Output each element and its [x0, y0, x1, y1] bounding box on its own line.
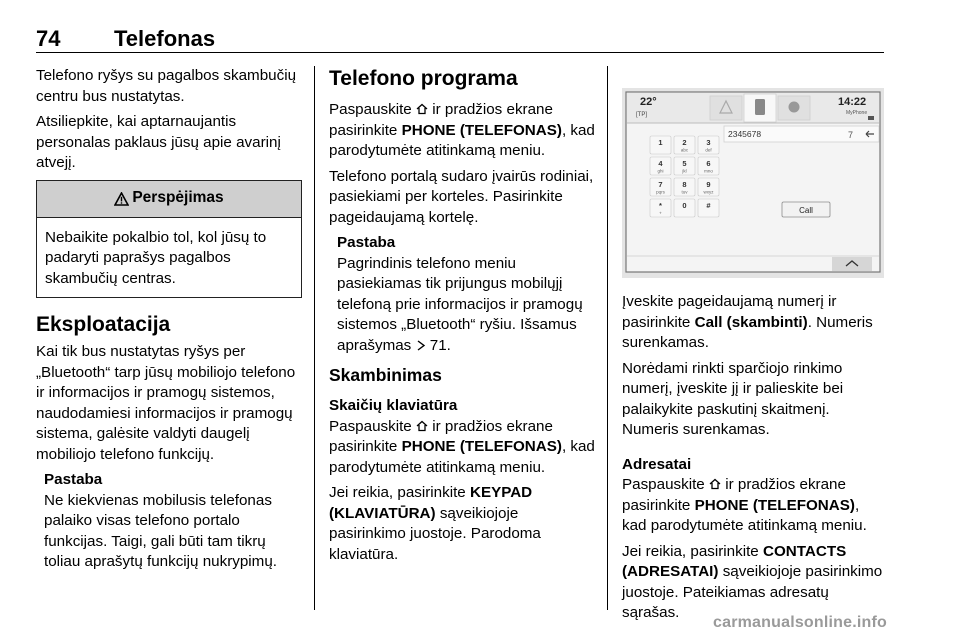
paragraph — [329, 483, 597, 565]
page-reference: 71. — [429, 336, 451, 354]
home-icon — [416, 420, 428, 432]
clock-label: 14:22 — [838, 96, 867, 108]
voicemail-icon[interactable]: 7 — [848, 130, 854, 140]
keypad-key-digit: 2 — [682, 138, 687, 147]
page-header — [36, 26, 884, 53]
text: ir pradžios ekrane pasirinkite — [329, 101, 553, 139]
column-divider — [314, 66, 315, 610]
text: , kad parodytumėte atitinkamą meniu. — [329, 438, 595, 476]
note-title: Pastaba — [44, 471, 103, 488]
keypad-key-digit: 3 — [706, 138, 711, 147]
keypad-key-letters: tuv — [681, 189, 688, 195]
keypad-key-digit: 1 — [658, 138, 663, 147]
note-body: Ne kiekvienas mobilusis telefonas palaiko visas telefono portalo funkcijas. Taigi, gali būti tam tikrų toliau aprašytų funkcijų nukrypimų. — [44, 491, 277, 570]
paragraph: Telefono ryšys su pagalbos skambučių centru bus nustatytas. — [36, 67, 297, 105]
menu-term: PHONE (TELEFONAS) — [401, 121, 562, 139]
keypad-key-letters: ghi — [657, 168, 664, 174]
text: ir pradžios ekrane pasirinkite — [329, 417, 553, 455]
column-1 — [36, 66, 302, 581]
subsection-title: Skambinimas — [329, 365, 442, 385]
keypad-key-digit: 5 — [682, 159, 687, 168]
call-button-label: Call — [799, 206, 813, 215]
paragraph — [622, 542, 884, 624]
keypad-key-digit: 9 — [706, 180, 711, 189]
text: Įveskite pageidaujamą numerį ir pasirinkite — [622, 293, 837, 331]
column-2 — [329, 66, 597, 570]
note-box — [36, 470, 302, 573]
home-icon — [416, 103, 428, 115]
subheading: Adresatai — [622, 455, 692, 473]
menu-term: CONTACTS (ADRESATAI) — [622, 542, 847, 580]
column-divider — [607, 66, 608, 610]
warning-box — [36, 180, 302, 299]
media-tab-icon — [789, 102, 800, 113]
text: Pagrindinis telefono meniu pasiekiamas tik prijungus mobilųjį telefoną prie informacijos ir pramogų sistemos „Bluetooth“ ryšiu. Išsamus aprašymas — [337, 254, 583, 354]
keypad-key-letters: wxyz — [703, 189, 714, 195]
text: Jei reikia, pasirinkite — [329, 484, 466, 501]
text: Paspauskite — [329, 417, 412, 435]
text: Paspauskite — [622, 476, 705, 493]
text: , kad parodytumėte atitinkamą meniu. — [329, 121, 595, 159]
paragraph: Atsiliepkite, kai aptarnaujantis personalas paklaus jūsų apie avarinį atvejį. — [36, 113, 281, 171]
note-title: Pastaba — [337, 234, 396, 251]
text: Paspauskite — [329, 101, 412, 118]
subheading: Skaičių klaviatūra — [329, 397, 458, 414]
warning-body: Nebaikite pokalbio tol, kol jūsų to padaryti paprašys pagalbos skambučių centras. — [45, 228, 267, 287]
section-title: Telefono programa — [329, 67, 518, 90]
keypad-key-digit: 7 — [658, 180, 663, 189]
text: sąveikiojoje pasirinkimo juostoje. Pateikiamas adresatų sąrašas. — [622, 563, 883, 621]
note-box — [329, 233, 597, 356]
warning-header — [37, 181, 301, 218]
keypad-key-letters: abc — [680, 147, 689, 153]
paragraph: Norėdami rinkti sparčiojo rinkimo numerį, įveskite jį ir palieskite bei palaikykite paskutinį skaitmenį. Numeris surenkamas. — [622, 359, 844, 438]
dial-number-display[interactable]: 2345678 — [728, 129, 762, 139]
temperature-label: 22° — [640, 96, 657, 108]
home-icon — [709, 478, 721, 490]
page-title: Telefonas — [114, 26, 216, 51]
column-3 — [622, 292, 884, 629]
text: Jei reikia, pasirinkite — [622, 542, 759, 560]
keypad-key-digit: 6 — [706, 159, 711, 168]
keypad-key-digit: 4 — [658, 159, 663, 168]
keypad-key-digit: * — [659, 201, 662, 210]
paragraph — [329, 417, 597, 479]
paragraph — [622, 475, 884, 537]
keypad-key-letters: mno — [704, 168, 713, 174]
tp-label: [TP] — [636, 112, 648, 118]
reference-arrow-icon — [416, 340, 426, 351]
phone-keypad-screen — [622, 88, 884, 278]
collapse-handle[interactable] — [832, 257, 872, 271]
keypad-key-letters: def — [705, 147, 712, 153]
watermark: carmanualsonline.info — [713, 614, 888, 631]
keypad-key-letters: pqrs — [656, 189, 665, 195]
keypad-key-letters: jkl — [682, 168, 687, 174]
text: , kad parodytumėte atitinkamą meniu. — [622, 496, 867, 534]
text: . Numeris surenkamas. — [622, 313, 873, 351]
text: ir pradžios ekrane pasirinkite — [622, 476, 846, 514]
keypad-key-letters: + — [659, 210, 662, 216]
paragraph: Telefono portalą sudaro įvairūs rodiniai, pasiekiami per korteles. Pasirinkite pageidaujamą kortelę. — [329, 167, 594, 226]
keypad-key-digit: # — [706, 201, 711, 210]
page-number: 74 — [36, 26, 61, 51]
warning-icon — [114, 192, 129, 206]
section-title: Eksploatacija — [36, 313, 171, 336]
paragraph: Kai tik bus nustatytas ryšys per „Bluetooth“ tarp jūsų mobiliojo telefono ir informacijos ir pramogų sistemos, naudodamiesi informacijos ir pramogų sistema, galėsite valdyti daugelį mobiliojo telefono funkcijų. — [36, 343, 296, 463]
paragraph — [622, 292, 884, 354]
text: sąveikiojoje pasirinkimo juostoje. Parodoma klaviatūra. — [329, 504, 541, 563]
note-body — [337, 254, 597, 357]
menu-term: PHONE (TELEFONAS) — [401, 438, 562, 455]
signal-icon — [868, 116, 874, 120]
paragraph — [329, 100, 597, 162]
menu-term: Call (skambinti) — [694, 313, 808, 331]
warning-title: Perspėjimas — [132, 189, 224, 207]
infotainment-screenshot — [622, 88, 884, 278]
phone-tab-icon — [755, 99, 765, 115]
keypad-key-digit: 0 — [682, 201, 687, 210]
keypad-key-digit: 8 — [682, 180, 687, 189]
menu-term: KEYPAD (KLAVIATŪRA) — [329, 484, 533, 522]
menu-term: PHONE (TELEFONAS) — [694, 496, 855, 514]
carrier-label: MyPhone — [846, 110, 868, 116]
